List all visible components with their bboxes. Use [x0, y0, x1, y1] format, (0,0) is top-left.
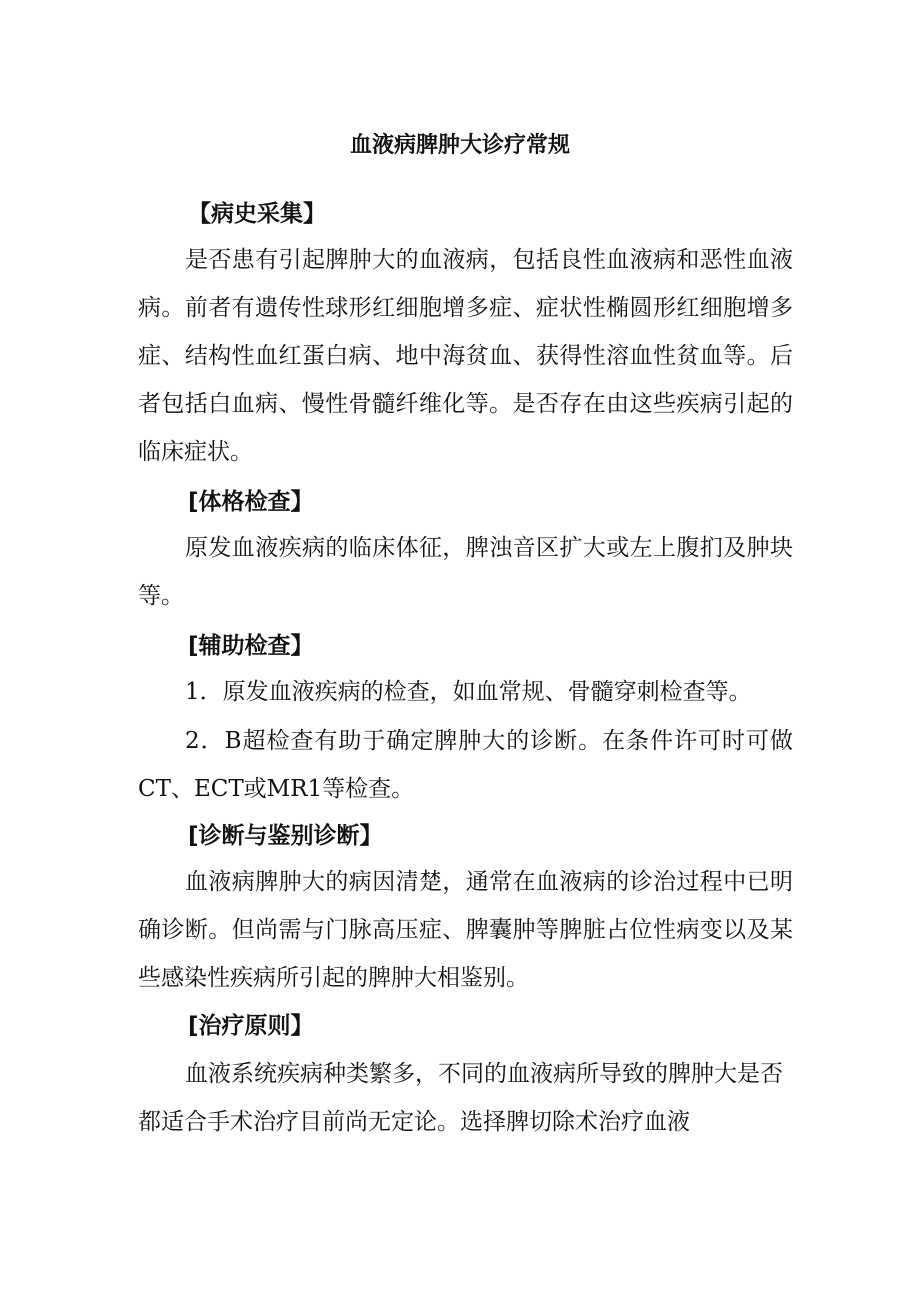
paragraph-auxiliary-exam-1: 1．原发血液疾病的检查，如血常规、骨髓穿刺检查等。	[185, 679, 752, 705]
section-heading-history: 【病史采集】	[188, 201, 326, 227]
paragraph-treatment: 血液系统疾病种类繁多，不同的血液病所导致的脾肿大是否都适合手术治疗目前尚无定论。选择脾切除术治疗血液	[138, 1061, 783, 1135]
section-heading-treatment: [治疗原则】	[188, 1013, 314, 1039]
paragraph-diagnosis: 血液病脾肿大的病因清楚，通常在血液病的诊治过程中已明确诊断。但尚需与门脉高压症、脾囊肿等脾脏占位性病变以及某些感染性疾病所引起的脾肿大相鉴别。	[138, 869, 793, 991]
section-heading-physical-exam: [体格检查】	[188, 489, 314, 515]
paragraph-physical-exam: 原发血液疾病的临床体征，脾浊音区扩大或左上腹扪及肿块等。	[138, 535, 793, 609]
section-heading-auxiliary-exam: [辅助检查】	[188, 633, 314, 659]
section-heading-diagnosis: [诊断与鉴别诊断】	[188, 823, 383, 849]
paragraph-auxiliary-exam-2: 2．B超检查有助于确定脾肿大的诊断。在条件许可时可做CT、ECT或MR1等检查。	[138, 728, 793, 802]
document-title: 血液病脾肿大诊疗常规	[349, 133, 570, 158]
paragraph-history: 是否患有引起脾肿大的血液病，包括良性血液病和恶性血液病。前者有遗传性球形红细胞增多症、症状性椭圆形红细胞增多症、结构性血红蛋白病、地中海贫血、获得性溶血性贫血等。后者包括白血病、慢性骨髓纤维化等。是否存在由这些疾病引起的临床症状。	[138, 247, 793, 465]
